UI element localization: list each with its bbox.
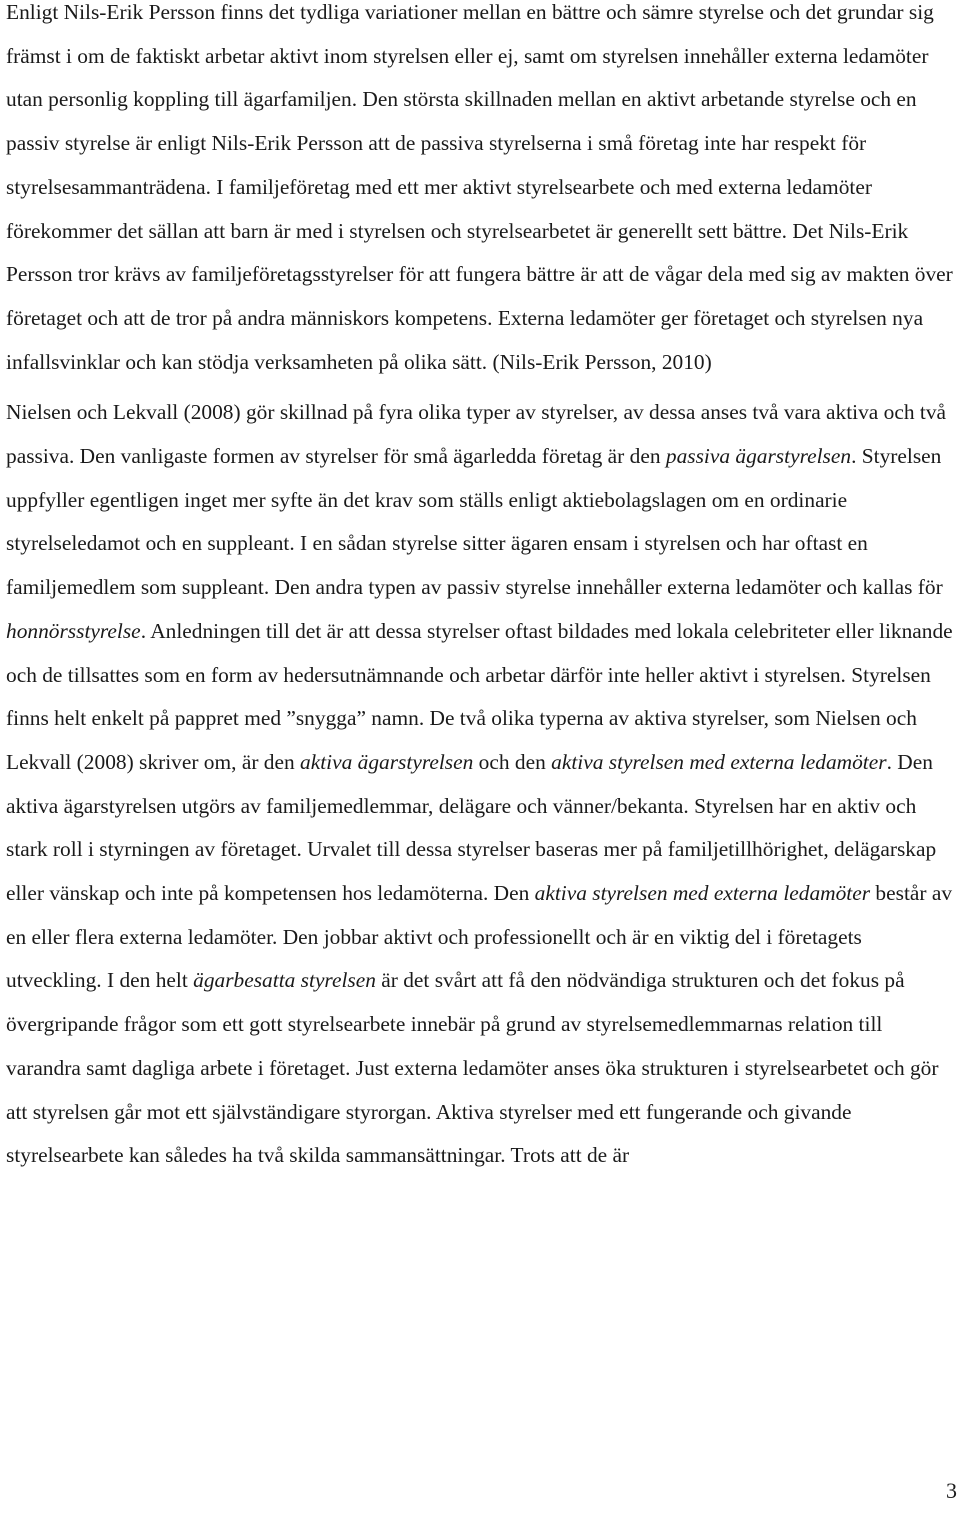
italic-term: aktiva styrelsen med externa ledamöter bbox=[534, 881, 871, 906]
text-segment: Nielsen och Lekvall (2008) gör skillnad på fyra olika typer av styrelser, av dessa anses två vara aktiva och två passiva. Den vanligaste formen av styrelser för små ägarledda företag är den bbox=[6, 400, 947, 469]
paragraph bbox=[6, 0, 958, 384]
text-segment: . Anledningen till det är att dessa styrelser oftast bildades med lokala celebriteter eller liknande och de tillsattes som en form av hedersutnämnande och arbetar därför inte heller aktivt i styrelsen. Styrelsen finns helt enkelt på pappret med ”snygga” namn. De två olika typerna av aktiva styrelser, som Nielsen och Lekvall (2008) skriver om, är den bbox=[6, 618, 953, 774]
text-segment: och den bbox=[473, 749, 552, 774]
text-segment: . Styrelsen uppfyller egentligen inget mer syfte än det krav som ställs enligt aktiebolagslagen om en ordinarie styrelseledamot och en suppleant. I en sådan styrelse sitter ägaren ensam i styrelsen och har oftast en familjemedlem som suppleant. Den andra typen av passiv styrelse innehåller externa ledamöter och kallas för bbox=[6, 444, 943, 600]
italic-term: honnörsstyrelse bbox=[6, 618, 141, 643]
page-number: 3 bbox=[946, 1478, 957, 1503]
text-segment: består av en eller flera externa ledamöter. Den jobbar aktivt och professionellt och är en viktig del i företagets utveckling. I den helt bbox=[6, 881, 953, 993]
text-segment: Enligt Nils-Erik Persson finns det tydliga variationer mellan en bättre och sämre styrelse och det grundar sig främst i om de faktiskt arbetar aktivt inom styrelsen eller ej, samt om styrelsen innehåller externa ledamöter utan personlig koppling till ägarfamiljen. Den största skillnaden mellan en aktivt arbetande styrelse och en passiv styrelse är enligt Nils-Erik Persson att de passiva styrelserna i små företag inte har respekt för styrelsesammanträdena. I familjeföretag med ett mer aktivt styrelsearbete och med externa ledamöter förekommer det sällan att barn är med i styrelsen och styrelsearbetet är generellt sett bättre. Det Nils-Erik Persson tror krävs av familjeföretagsstyrelser för att fungera bättre är att de vågar dela med sig av makten över företaget och att de tror på andra människors kompetens. Externa ledamöter ger företaget och styrelsen nya infallsvinklar och kan stödja verksamheten på olika sätt. (Nils-Erik Persson, 2010) bbox=[6, 0, 953, 374]
text-segment: är det svårt att få den nödvändiga strukturen och det fokus på övergripande frågor som ett gott styrelsearbete innebär på grund av styrelsemedlemmarnas relation till varandra samt dagliga arbete i företaget. Just externa ledamöter anses öka strukturen i styrelsearbetet och gör att styrelsen går mot ett självständigare styrorgan. Aktiva styrelser med ett fungerande och givande styrelsearbete kan således ha två skilda sammansättningar. Trots att de är bbox=[6, 968, 939, 1168]
text-segment: . Den aktiva ägarstyrelsen utgörs av familjemedlemmar, delägare och vänner/bekanta. Styrelsen har en aktiv och stark roll i styrningen av företaget. Urvalet till dessa styrelser baseras mer på familjetillhörighet, delägarskap eller vänskap och inte på kompetensen hos ledamöterna. Den bbox=[6, 749, 937, 906]
italic-term: aktiva styrelsen med externa ledamöter bbox=[551, 749, 887, 774]
document-page bbox=[6, 0, 958, 1178]
italic-term: passiva ägarstyrelsen bbox=[665, 444, 852, 469]
paragraph-text bbox=[6, 0, 958, 384]
italic-term: ägarbesatta styrelsen bbox=[193, 968, 376, 993]
italic-term: aktiva ägarstyrelsen bbox=[300, 749, 474, 774]
paragraph bbox=[6, 391, 958, 1178]
paragraph-text bbox=[6, 391, 958, 1178]
